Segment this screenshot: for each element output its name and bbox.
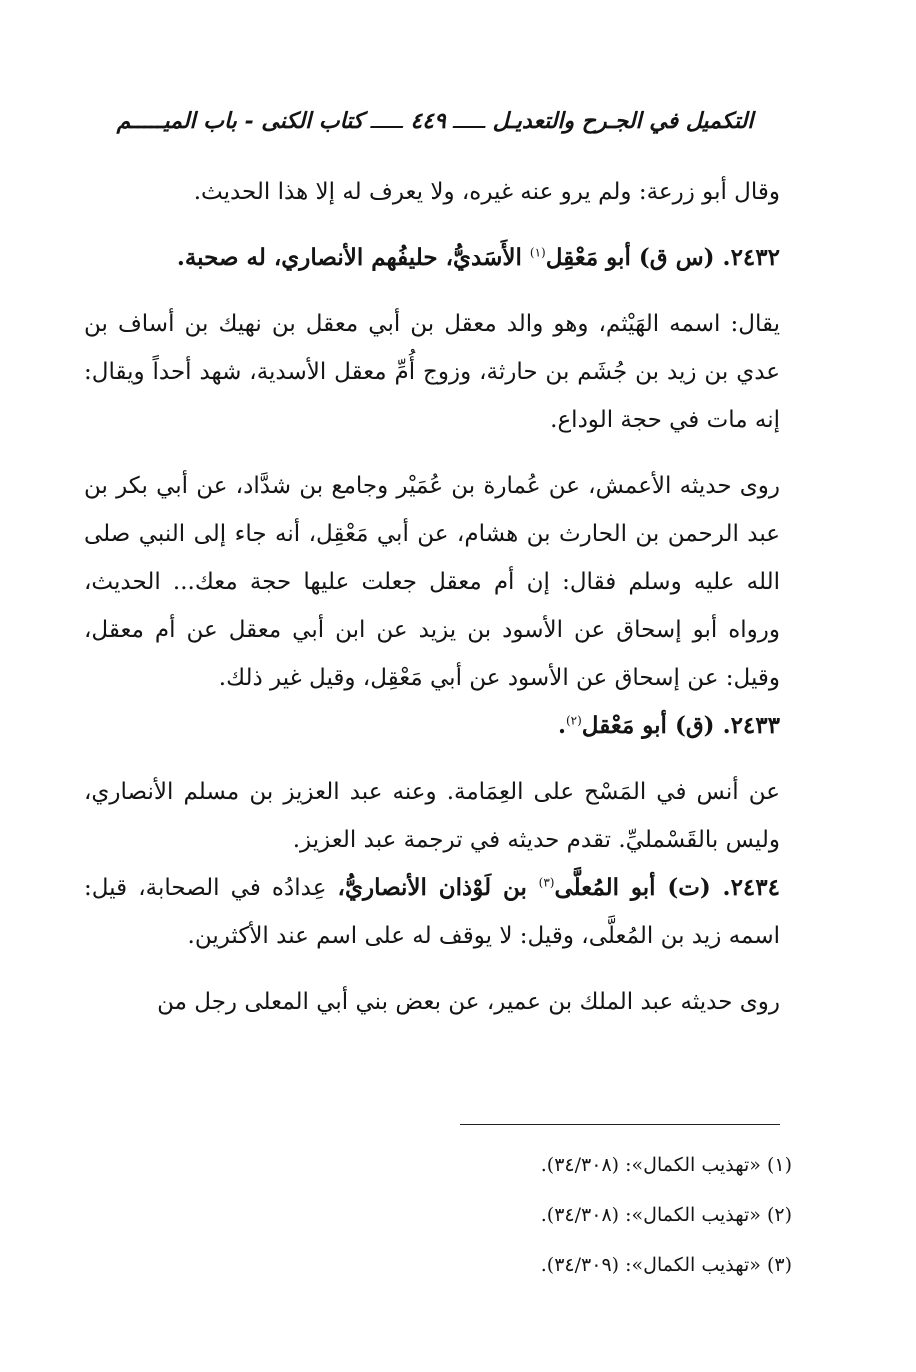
header-section: كتاب الكنى - باب الميـــــم — [116, 108, 364, 134]
paragraph: وقال أبو زرعة: ولم يرو عنه غيره، ولا يعرف له إلا هذا الحديث. — [193, 179, 780, 205]
footnote-ref[interactable]: (٣) — [538, 875, 555, 890]
running-header — [84, 108, 786, 134]
footnote: (١) «تهذيب الكمال»: (٣٤/٣٠٨). — [540, 1154, 792, 1176]
paragraph: روى حديثه الأعمش، عن عُمارة بن عُمَيْر وجامع بن شدَّاد، عن أبي بكر بن عبد الرحمن بن الحارث بن هشام، عن أبي مَعْقِل، أنه جاء إلى النبي صلى الله عليه وسلم فقال: إن أم معقل جعلت عليها حجة معك... الحديث، ورواه أبو إسحاق عن الأسود بن يزيد عن ابن أبي معقل عن أم معقل، وقيل: عن إسحاق عن الأسود عن أبي مَعْقِل، وقيل غير ذلك. — [84, 473, 780, 691]
footnote-divider — [460, 1124, 780, 1125]
paragraph: عن أنس في المَسْح على العِمَامة. وعنه عبد العزيز بن مسلم الأنصاري، وليس بالقَسْمليِّ. تقدم حديثه في ترجمة عبد العزيز. — [84, 779, 780, 853]
entry-2433 — [84, 702, 780, 750]
footnote: (٢) «تهذيب الكمال»: (٣٤/٣٠٨). — [540, 1204, 792, 1226]
header-dash: ـــــ — [445, 109, 485, 134]
entry-title: ٢٤٣٤. (ت) أبو المُعلَّى — [554, 874, 780, 901]
footnote-ref[interactable]: (٢) — [565, 713, 582, 728]
paragraph: يقال: اسمه الهَيْثم، وهو والد معقل بن أبي معقل بن نهيك بن أساف بن عدي بن زيد بن جُشَم بن حارثة، وزوج أُمِّ معقل الأسدية، شهد أحداً ويقال: إنه مات في حجة الوداع. — [84, 311, 780, 433]
entry-title-cont: . — [557, 712, 566, 739]
footnote-ref[interactable]: (١) — [529, 245, 546, 260]
header-title: التكميل في الجـرح والتعديـل — [492, 108, 754, 134]
main-text — [84, 168, 780, 1026]
entry-title: ٢٤٣٢. (س ق) أبو مَعْقِل — [545, 244, 780, 271]
footnotes — [300, 1140, 792, 1290]
entry-title-cont: بن لَوْذان الأنصاريُّ، — [337, 874, 539, 901]
entry-2432 — [84, 234, 780, 282]
footnote: (٣) «تهذيب الكمال»: (٣٤/٣٠٩). — [540, 1254, 792, 1276]
header-page-number: ٤٤٩ — [410, 108, 446, 134]
header-dash: ـــــ — [363, 109, 403, 134]
entry-2434 — [84, 864, 780, 960]
entry-text: عِدادُه في الصحابة، قيل: اسمه زيد بن المُعلَّى، وقيل: لا يوقف له على اسم عند الأكثرين. — [84, 875, 780, 949]
entry-title-cont: الأَسَديُّ، حليفُهم الأنصاري، له صحبة. — [176, 244, 530, 271]
entry-title: ٢٤٣٣. (ق) أبو مَعْقل — [581, 712, 780, 739]
paragraph: روى حديثه عبد الملك بن عمير، عن بعض بني أبي المعلى رجل من — [157, 989, 780, 1015]
